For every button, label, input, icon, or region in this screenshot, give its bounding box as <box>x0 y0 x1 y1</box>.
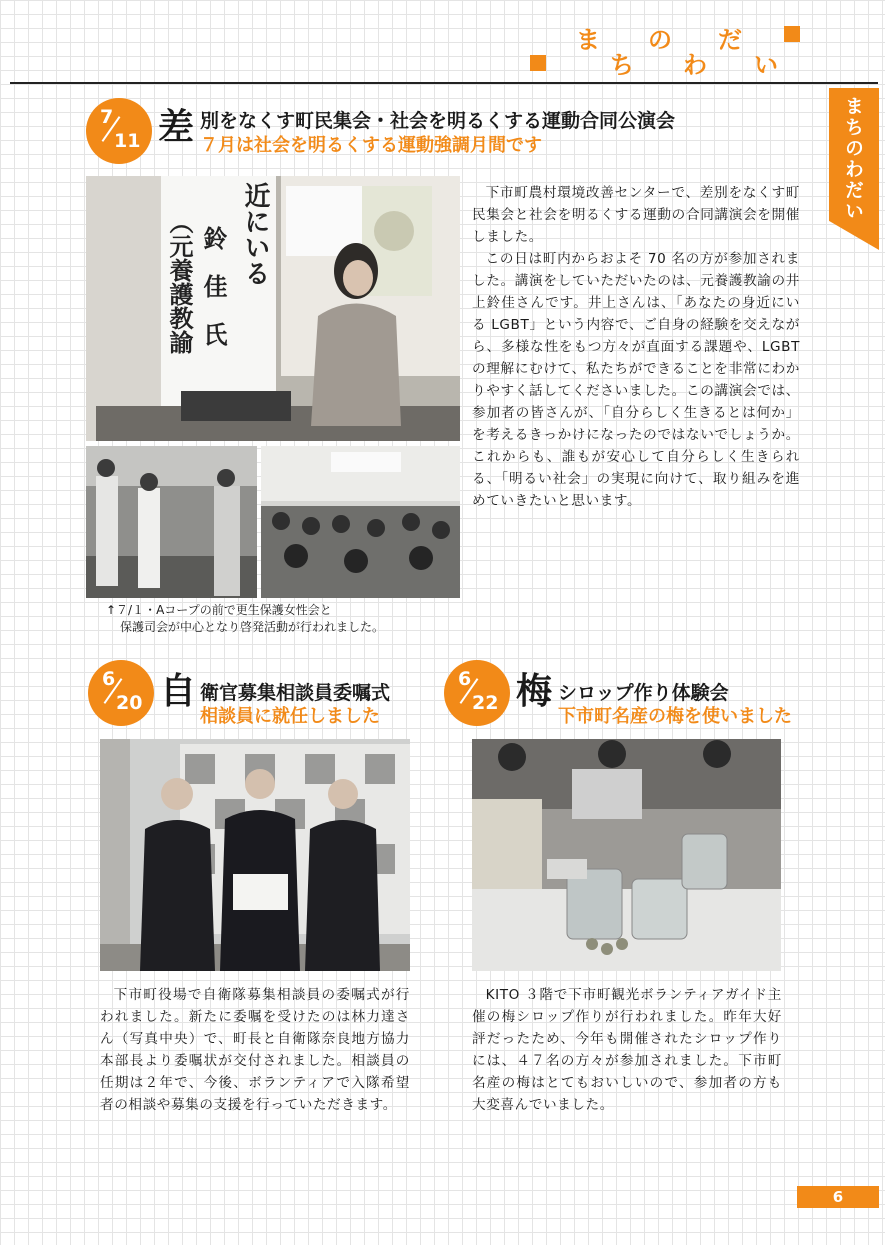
campaign-photo <box>86 446 257 598</box>
date-day: 20 <box>116 692 143 714</box>
header-rule <box>10 82 878 84</box>
photo-caption <box>106 602 466 636</box>
date-badge <box>88 660 154 726</box>
title-initial: 梅 <box>516 671 553 712</box>
article-title: シロップ作り体験会 <box>558 682 729 704</box>
date-day: 22 <box>472 692 499 714</box>
header-char: ま <box>576 26 600 54</box>
article-title: 別をなくす町民集会・社会を明るくする運動合同公演会 <box>200 110 676 132</box>
article-subtitle: 下市町名産の梅を使いました <box>558 706 792 727</box>
section-side-tab-label: まちのわだい <box>842 96 864 222</box>
caption-line: 保護司会が中心となり啓発活動が行われました。 <box>120 620 385 634</box>
header-char: い <box>754 51 778 79</box>
banner-text: 鈴 佳 氏 <box>199 226 227 346</box>
date-day: 11 <box>114 130 141 152</box>
banner-text: （元養護教諭 <box>165 210 193 354</box>
date-month: 7 <box>100 106 114 128</box>
article-subtitle: 相談員に就任しました <box>200 706 380 727</box>
paragraph: KITO ３階で下市町観光ボランティアガイド主催の梅シロップ作りが行われました。昨年大好評だったため、今年も開催されたシロップ作りには、４７名の方々が参加されました。下市町名産の梅はとてもおいしいので、参加者の方も大変喜んでいました。 <box>472 987 782 1113</box>
article-body <box>472 984 782 1116</box>
article-subtitle: ７月は社会を明るくする運動強調月間です <box>200 135 542 156</box>
syrup-workshop-photo <box>472 739 781 971</box>
date-badge <box>86 98 152 164</box>
title-initial: 自 <box>160 671 197 712</box>
date-badge <box>444 660 510 726</box>
paragraph: 下市町農村環境改善センターで、差別をなくす町民集会と社会を明るくする運動の合同講演会を開催しました。 <box>472 185 800 245</box>
date-month: 6 <box>102 668 116 690</box>
paragraph: 下市町役場で自衛隊募集相談員の委嘱式が行われました。新たに委嘱を受けたのは林力達さん（写真中央）で、町長と自衛隊奈良地方協力本部長より委嘱状が交付されました。相談員の任期は２年で、今後、ボランティアで入隊希望者の相談や募集の支援を行っていただきます。 <box>100 987 410 1113</box>
audience-photo <box>261 446 460 598</box>
article-title: 衛官募集相談員委嘱式 <box>200 682 391 704</box>
lecture-photo <box>86 176 460 441</box>
article-body <box>100 984 410 1116</box>
header-square-left <box>530 55 546 71</box>
header-char: の <box>648 26 672 54</box>
page-number: 6 <box>797 1186 879 1208</box>
caption-line: ↑７/１・Aコープの前で更生保護女性会と <box>106 603 332 617</box>
banner-text: 近にいる <box>240 182 270 286</box>
header-char: ち <box>610 51 634 79</box>
header-char: わ <box>683 51 707 79</box>
ceremony-photo <box>100 739 410 971</box>
title-initial: 差 <box>158 107 195 148</box>
paragraph: この日は町内からおよそ 70 名の方が参加されました。講演をしていただいたのは、元養護教諭の井上鈴佳さんです。井上さんは、「あなたの身近にいる LGBT」という内容で、ご自身の経験を交えながら、多様な性をもつ方々が直面する課題や、LGBT の理解にむけて、私たちができることを非常にわかりやすく話してくださいました。この講演会では、参加者の皆さんが、「自分らしく生きるとは何か」を考えるきっかけになったのではないでしょうか。これからも、誰もが安心して自分らしく生きられる、「明るい社会」の実現に向けて、取り組みを進めていきたいと思います。 <box>472 251 800 509</box>
article-body <box>472 182 800 512</box>
header-square-right <box>784 26 800 42</box>
date-month: 6 <box>458 668 472 690</box>
header-char: だ <box>718 26 742 54</box>
